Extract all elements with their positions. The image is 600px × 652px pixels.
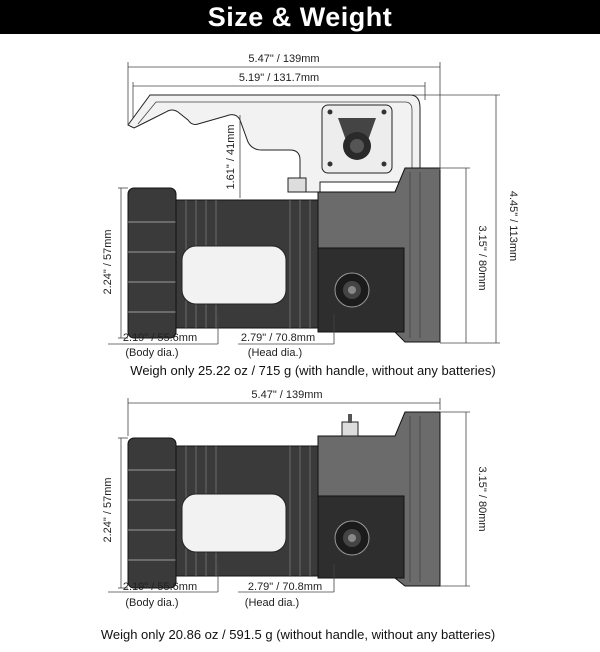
bottom-total-length: 5.47" / 139mm bbox=[251, 389, 323, 401]
top-head-height: 3.15" / 80mm bbox=[476, 225, 488, 291]
top-body-dia-label: (Body dia.) bbox=[125, 347, 179, 359]
top-total-height: 4.45" / 113mm bbox=[507, 190, 519, 262]
battery-window bbox=[182, 246, 286, 304]
bottom-head-dia-label: (Head dia.) bbox=[244, 597, 300, 609]
flashlight-without-handle bbox=[128, 412, 440, 588]
front-bezel bbox=[128, 188, 176, 338]
bottom-head-height: 3.15" / 80mm bbox=[476, 466, 488, 532]
top-head-dia-label: (Head dia.) bbox=[247, 347, 303, 359]
flashlight-with-handle bbox=[128, 95, 440, 342]
bottom-weight-caption: Weigh only 20.86 oz / 591.5 g (without handle, without any batteries) bbox=[100, 627, 496, 642]
bottom-body-dia-label: (Body dia.) bbox=[125, 597, 179, 609]
battery-window bbox=[182, 494, 286, 552]
bottom-body-dia-value: 2.19" / 55.6mm bbox=[122, 581, 198, 593]
top-front-height: 2.24" / 57mm bbox=[102, 229, 114, 295]
top-head-dia-value: 2.79" / 70.8mm bbox=[240, 332, 316, 344]
page-title: Size & Weight bbox=[0, 0, 600, 34]
top-body-dia-value: 2.19" / 55.6mm bbox=[122, 332, 198, 344]
top-total-length: 5.47" / 139mm bbox=[248, 53, 320, 65]
bottom-front-height: 2.24" / 57mm bbox=[102, 477, 114, 543]
front-bezel bbox=[128, 438, 176, 588]
top-handle-length: 5.19" / 131.7mm bbox=[238, 72, 320, 84]
top-weight-caption: Weigh only 25.22 oz / 715 g (with handle, without any batteries) bbox=[130, 363, 496, 378]
bottom-head-dia-value: 2.79" / 70.8mm bbox=[247, 581, 323, 593]
top-handle-clearance: 1.61" / 41mm bbox=[225, 124, 237, 190]
